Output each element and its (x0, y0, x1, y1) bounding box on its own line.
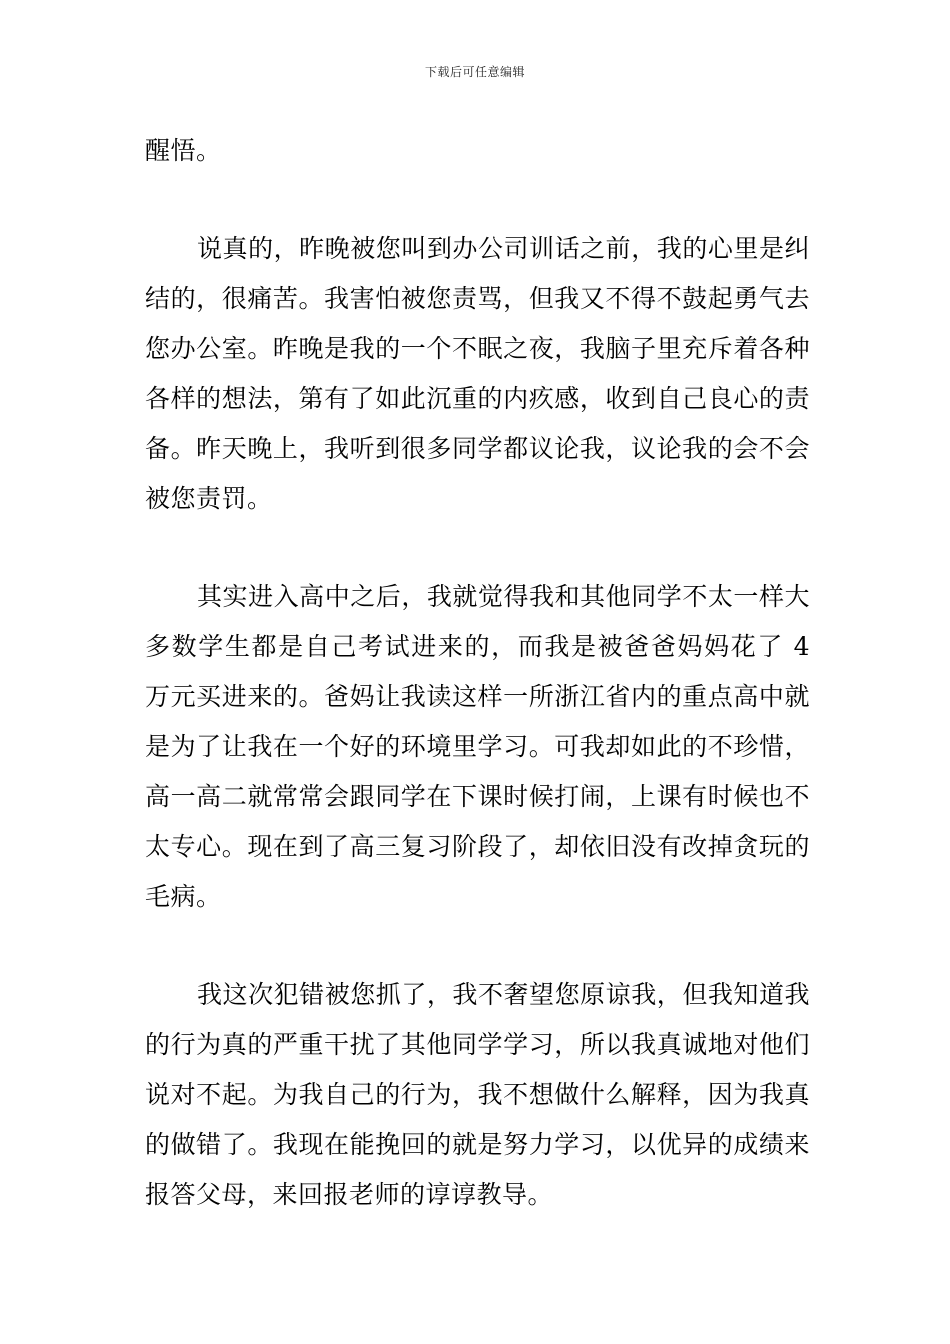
paragraph-3: 其实进入高中之后，我就觉得我和其他同学不太一样大多数学生都是自己考试进来的，而我是被爸爸妈妈花了 4 万元买进来的。爸妈让我读这样一所浙江省内的重点高中就是为了让我在一个好的环境里学习。可我却如此的不珍惜，高一高二就常常会跟同学在下课时候打闹，上课有时候也不太专心。现在到了高三复习阶段了，却依旧没有改掉贪玩的毛病。 (145, 582, 810, 911)
paragraph-spacer (145, 524, 810, 572)
document-body (145, 126, 810, 1220)
paragraph-spacer (145, 176, 810, 224)
page-header: 下载后可任意编辑 (424, 65, 525, 79)
paragraph-4: 我这次犯错被您抓了，我不奢望您原谅我，但我知道我的行为真的严重干扰了其他同学学习，所以我真诚地对他们说对不起。为我自己的行为，我不想做什么解释，因为我真的做错了。我现在能挽回的就是努力学习，以优异的成绩来报答父母，来回报老师的谆谆教导。 (145, 980, 810, 1209)
paragraph-2: 说真的，昨晚被您叫到办公司训话之前，我的心里是纠结的，很痛苦。我害怕被您责骂，但我又不得不鼓起勇气去您办公室。昨晚是我的一个不眠之夜，我脑子里充斥着各种各样的想法，第有了如此沉重的内疚感，收到自己良心的责备。昨天晚上，我听到很多同学都议论我，议论我的会不会被您责罚。 (145, 234, 810, 513)
paragraph-spacer (145, 922, 810, 970)
paragraph-1: 醒悟。 (145, 136, 222, 165)
